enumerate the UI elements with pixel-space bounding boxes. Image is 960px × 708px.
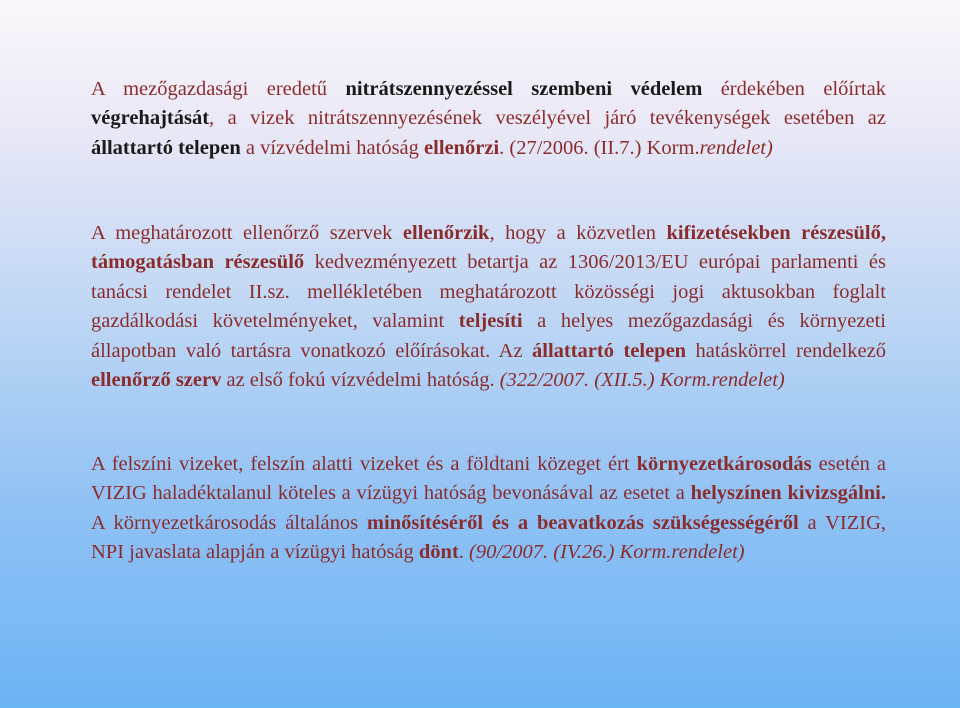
text-run: érdekében előírtak [702,78,886,100]
text-run: minősítéséről és a beavatkozás szükségességéről [366,511,799,534]
text-run: (90/2007. (IV.26.) Korm.rendelet) [469,541,745,564]
text-run: (322/2007. (XII.5.) Korm.rendelet) [499,369,785,392]
text-run: esetén a VIZIG haladéktalanul köteles a vízügyi hatóság bevonásával az esetet a [91,453,886,505]
text-run: kedvezményezett betartja az 1306/2013/EU európai parlamenti és tanácsi rendelet II.sz. mellékletében meghatározott közösségi jogi aktusokban foglalt gazdálkodási követelményeket, valamint [91,251,886,333]
text-run: környezetkárosodás [636,453,812,475]
text-run: ellenőrzi [424,136,500,159]
text-run: kifizetésekben részesülő, támogatásban részesülő [91,222,886,274]
text-run: teljesíti [458,310,523,333]
text-run: dönt [418,541,459,564]
text-run: nitrátszennyezéssel szembeni védelem [345,78,703,100]
paragraph-control-bodies [91,219,886,395]
paragraph-environmental-damage [91,450,886,568]
text-run: . (27/2006. (II.7.) Korm. [499,136,700,159]
paragraph-nitrate-protection [91,75,886,163]
text-run: a VIZIG, NPI javaslata alapján a vízügyi hatóság [91,511,886,564]
text-run: A környezetkárosodás általános [91,511,367,534]
text-run: , a vizek nitrátszennyezésének veszélyével járó tevékenységek esetében az [209,107,886,130]
text-run: ellenőrzik [402,222,490,244]
text-run: állattartó telepen [532,339,687,362]
text-run: ellenőrző szerv [91,369,222,392]
text-run: , hogy a közvetlen [489,222,667,244]
text-run: állattartó telepen [91,136,241,159]
text-run: az első fokú vízvédelmi hatóság. [221,369,500,392]
text-run: A meghatározott ellenőrző szervek [91,222,403,244]
text-run: A felszíni vizeket, felszín alatti vizeket és a földtani közeget ért [91,453,637,475]
text-run: végrehajtását [91,107,210,130]
text-run: A mezőgazdasági eredetű [91,78,346,100]
text-run: . [458,541,470,564]
text-run: hatáskörrel rendelkező [686,339,886,362]
text-run: rendelet) [699,136,773,159]
text-run: a vízvédelmi hatóság [240,136,425,159]
text-run: a helyes mezőgazdasági és környezeti állapotban való tartásra vonatkozó előírásokat. Az [91,310,886,362]
text-run: helyszínen kivizsgálni. [690,482,887,505]
